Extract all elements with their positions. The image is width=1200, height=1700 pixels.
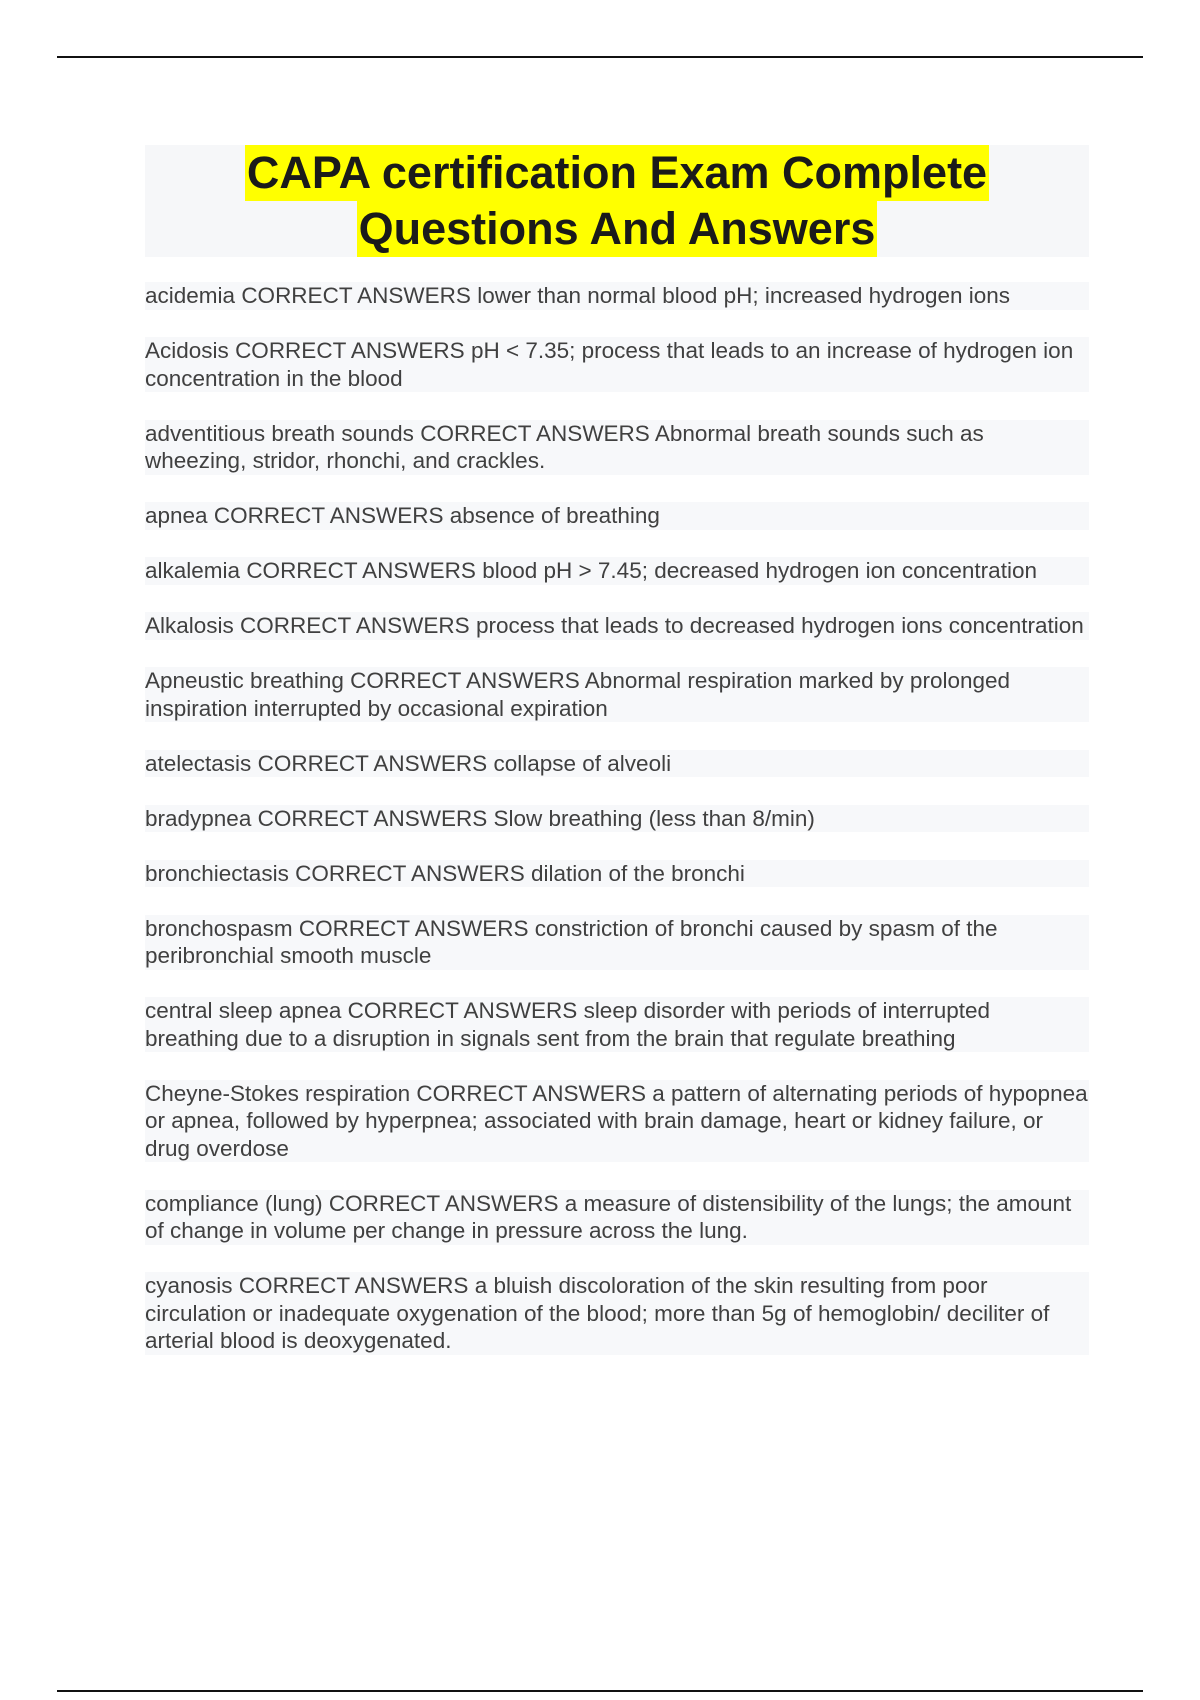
qa-list	[145, 282, 1089, 1382]
entry-term: compliance (lung)	[145, 1190, 323, 1216]
entry-term: central sleep apnea	[145, 998, 342, 1023]
entry-answer-tag: CORRECT ANSWERS	[238, 1273, 469, 1298]
entry-answer-tag: CORRECT ANSWERS	[420, 420, 650, 446]
entry-answer-tag: CORRECT ANSWERS	[235, 338, 465, 363]
footer-rule	[57, 1690, 1143, 1692]
title-line-1: CAPA certification Exam Complete	[245, 145, 989, 201]
entry-definition: blood pH > 7.45; decreased hydrogen ion concentration	[482, 558, 1037, 583]
qa-entry	[145, 1080, 1089, 1163]
entry-definition: lower than normal blood pH; increased hydrogen ions	[477, 283, 1011, 308]
entry-answer-tag: CORRECT ANSWERS	[246, 558, 476, 583]
entry-term: alkalemia	[145, 558, 241, 583]
qa-entry	[145, 860, 1089, 888]
qa-entry	[145, 667, 1089, 722]
entry-definition: Slow breathing (less than 8/min)	[493, 805, 815, 831]
entry-answer-tag: CORRECT ANSWERS	[213, 503, 444, 528]
qa-entry	[145, 1190, 1089, 1245]
qa-entry	[145, 282, 1089, 310]
qa-entry	[145, 915, 1089, 970]
entry-term: cyanosis	[145, 1273, 233, 1298]
qa-entry	[145, 337, 1089, 392]
entry-term: Cheyne-Stokes respiration	[145, 1080, 411, 1106]
qa-entry	[145, 1272, 1089, 1355]
entry-definition: process that leads to decreased hydrogen ions concentration	[475, 613, 1084, 638]
qa-entry	[145, 805, 1089, 833]
entry-term: atelectasis	[145, 750, 252, 776]
qa-entry	[145, 997, 1089, 1052]
entry-definition: collapse of alveoli	[493, 750, 672, 776]
entry-answer-tag: CORRECT ANSWERS	[241, 283, 471, 308]
entry-term: acidemia	[145, 283, 236, 308]
entry-term: apnea	[145, 503, 208, 528]
qa-entry	[145, 502, 1089, 530]
entry-term: Apneustic breathing	[145, 668, 344, 693]
entry-answer-tag: CORRECT ANSWERS	[295, 860, 525, 886]
entry-answer-tag: CORRECT ANSWERS	[240, 613, 470, 638]
document-title	[145, 145, 1089, 257]
entry-answer-tag: CORRECT ANSWERS	[257, 805, 488, 831]
qa-entry	[145, 612, 1089, 640]
entry-answer-tag: CORRECT ANSWERS	[416, 1080, 647, 1106]
entry-term: bronchospasm	[145, 915, 293, 941]
title-line-2: Questions And Answers	[357, 201, 878, 257]
entry-definition: a measure of distensibility of the lungs; the amount of change in volume per change in pressure across the lung.	[145, 1190, 1072, 1243]
entry-term: bradypnea	[145, 805, 252, 831]
entry-term: adventitious breath sounds	[145, 420, 414, 446]
qa-entry	[145, 557, 1089, 585]
entry-definition: a pattern of alternating periods of hypopnea or apnea, followed by hyperpnea; associated with brain damage, heart or kidney failure, or drug overdose	[145, 1080, 1088, 1161]
qa-entry	[145, 420, 1089, 475]
qa-entry	[145, 750, 1089, 778]
entry-term: bronchiectasis	[145, 860, 289, 886]
entry-answer-tag: CORRECT ANSWERS	[298, 915, 529, 941]
entry-answer-tag: CORRECT ANSWERS	[347, 998, 578, 1023]
entry-answer-tag: CORRECT ANSWERS	[328, 1190, 559, 1216]
entry-definition: Abnormal breath sounds such as wheezing, stridor, rhonchi, and crackles.	[145, 420, 984, 473]
entry-definition: dilation of the bronchi	[530, 860, 745, 886]
entry-definition: constriction of bronchi caused by spasm of the peribronchial smooth muscle	[145, 915, 998, 968]
entry-answer-tag: CORRECT ANSWERS	[350, 668, 580, 693]
entry-definition: Abnormal respiration marked by prolonged inspiration interrupted by occasional expiration	[145, 668, 1011, 721]
entry-definition: pH < 7.35; process that leads to an increase of hydrogen ion concentration in the blood	[145, 338, 1074, 391]
header-rule	[57, 56, 1143, 58]
entry-answer-tag: CORRECT ANSWERS	[257, 750, 488, 776]
entry-term: Alkalosis	[145, 613, 234, 638]
entry-definition: absence of breathing	[449, 503, 660, 528]
entry-term: Acidosis	[145, 338, 229, 363]
entry-definition: sleep disorder with periods of interrupted breathing due to a disruption in signals sent from the brain that regulate breathing	[145, 998, 991, 1051]
entry-definition: a bluish discoloration of the skin resulting from poor circulation or inadequate oxygenation of the blood; more than 5g of hemoglobin/ deciliter of arterial blood is deoxygenated.	[145, 1273, 1050, 1353]
